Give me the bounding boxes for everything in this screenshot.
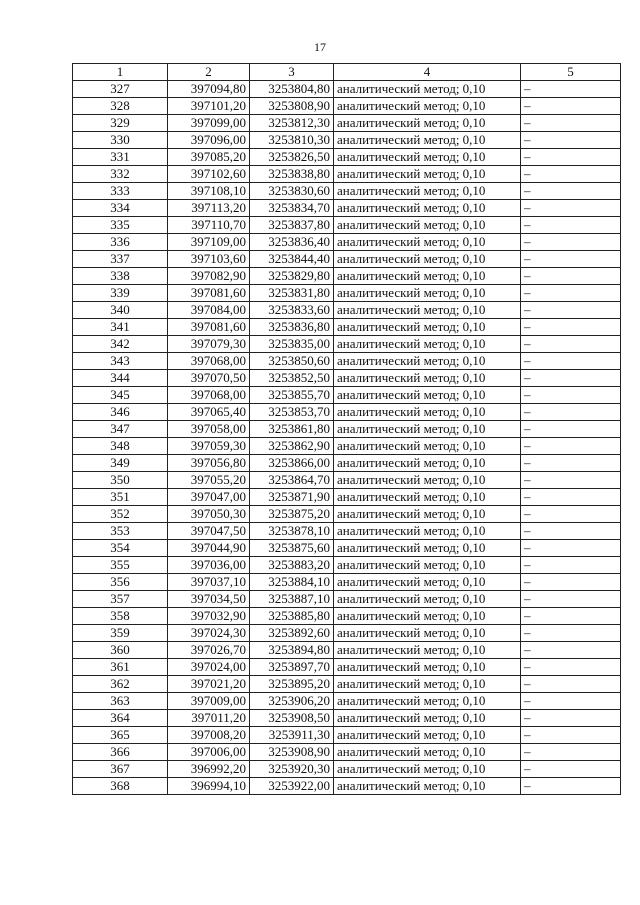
- y-coordinate-cell: 3253834,70: [250, 200, 334, 217]
- method-accuracy-cell: аналитический метод; 0,10: [334, 98, 521, 115]
- method-accuracy-cell: аналитический метод; 0,10: [334, 625, 521, 642]
- y-coordinate-cell: 3253908,90: [250, 744, 334, 761]
- y-coordinate-cell: 3253866,00: [250, 455, 334, 472]
- point-number-cell: 333: [73, 183, 168, 200]
- point-number-cell: 359: [73, 625, 168, 642]
- y-coordinate-cell: 3253871,90: [250, 489, 334, 506]
- table-row: [73, 370, 621, 387]
- x-coordinate-cell: 397085,20: [168, 149, 250, 166]
- point-number-cell: 358: [73, 608, 168, 625]
- table-row: [73, 149, 621, 166]
- method-accuracy-cell: аналитический метод; 0,10: [334, 387, 521, 404]
- y-coordinate-cell: 3253908,50: [250, 710, 334, 727]
- y-coordinate-cell: 3253864,70: [250, 472, 334, 489]
- method-accuracy-cell: аналитический метод; 0,10: [334, 336, 521, 353]
- table-row: [73, 438, 621, 455]
- table-row: [73, 98, 621, 115]
- table-row: [73, 523, 621, 540]
- note-cell: –: [521, 540, 621, 557]
- point-number-cell: 366: [73, 744, 168, 761]
- note-cell: –: [521, 591, 621, 608]
- note-cell: –: [521, 472, 621, 489]
- y-coordinate-cell: 3253812,30: [250, 115, 334, 132]
- point-number-cell: 364: [73, 710, 168, 727]
- point-number-cell: 343: [73, 353, 168, 370]
- y-coordinate-cell: 3253922,00: [250, 778, 334, 795]
- x-coordinate-cell: 397021,20: [168, 676, 250, 693]
- table-row: [73, 625, 621, 642]
- y-coordinate-cell: 3253897,70: [250, 659, 334, 676]
- x-coordinate-cell: 397103,60: [168, 251, 250, 268]
- x-coordinate-cell: 397079,30: [168, 336, 250, 353]
- y-coordinate-cell: 3253831,80: [250, 285, 334, 302]
- table-row: [73, 472, 621, 489]
- x-coordinate-cell: 397081,60: [168, 319, 250, 336]
- table-row: [73, 285, 621, 302]
- point-number-cell: 332: [73, 166, 168, 183]
- point-number-cell: 330: [73, 132, 168, 149]
- x-coordinate-cell: 397036,00: [168, 557, 250, 574]
- method-accuracy-cell: аналитический метод; 0,10: [334, 676, 521, 693]
- point-number-cell: 335: [73, 217, 168, 234]
- point-number-cell: 331: [73, 149, 168, 166]
- x-coordinate-cell: 397094,80: [168, 81, 250, 98]
- y-coordinate-cell: 3253852,50: [250, 370, 334, 387]
- table-row: [73, 217, 621, 234]
- y-coordinate-cell: 3253861,80: [250, 421, 334, 438]
- method-accuracy-cell: аналитический метод; 0,10: [334, 557, 521, 574]
- table-row: [73, 489, 621, 506]
- method-accuracy-cell: аналитический метод; 0,10: [334, 744, 521, 761]
- x-coordinate-cell: 397096,00: [168, 132, 250, 149]
- method-accuracy-cell: аналитический метод; 0,10: [334, 608, 521, 625]
- x-coordinate-cell: 397081,60: [168, 285, 250, 302]
- x-coordinate-cell: 397108,10: [168, 183, 250, 200]
- point-number-cell: 367: [73, 761, 168, 778]
- point-number-cell: 327: [73, 81, 168, 98]
- coordinates-table: [72, 63, 621, 795]
- method-accuracy-cell: аналитический метод; 0,10: [334, 438, 521, 455]
- note-cell: –: [521, 727, 621, 744]
- table-row: [73, 268, 621, 285]
- x-coordinate-cell: 397059,30: [168, 438, 250, 455]
- x-coordinate-cell: 397113,20: [168, 200, 250, 217]
- note-cell: –: [521, 710, 621, 727]
- point-number-cell: 361: [73, 659, 168, 676]
- point-number-cell: 355: [73, 557, 168, 574]
- point-number-cell: 350: [73, 472, 168, 489]
- method-accuracy-cell: аналитический метод; 0,10: [334, 778, 521, 795]
- point-number-cell: 329: [73, 115, 168, 132]
- method-accuracy-cell: аналитический метод; 0,10: [334, 455, 521, 472]
- table-row: [73, 115, 621, 132]
- y-coordinate-cell: 3253835,00: [250, 336, 334, 353]
- point-number-cell: 352: [73, 506, 168, 523]
- y-coordinate-cell: 3253826,50: [250, 149, 334, 166]
- note-cell: –: [521, 149, 621, 166]
- note-cell: –: [521, 574, 621, 591]
- note-cell: –: [521, 336, 621, 353]
- note-cell: –: [521, 115, 621, 132]
- x-coordinate-cell: 397006,00: [168, 744, 250, 761]
- y-coordinate-cell: 3253911,30: [250, 727, 334, 744]
- table-row: [73, 336, 621, 353]
- table-row: [73, 693, 621, 710]
- x-coordinate-cell: 397065,40: [168, 404, 250, 421]
- point-number-cell: 328: [73, 98, 168, 115]
- note-cell: –: [521, 200, 621, 217]
- note-cell: –: [521, 489, 621, 506]
- method-accuracy-cell: аналитический метод; 0,10: [334, 132, 521, 149]
- note-cell: –: [521, 523, 621, 540]
- method-accuracy-cell: аналитический метод; 0,10: [334, 659, 521, 676]
- point-number-cell: 340: [73, 302, 168, 319]
- method-accuracy-cell: аналитический метод; 0,10: [334, 302, 521, 319]
- method-accuracy-cell: аналитический метод; 0,10: [334, 523, 521, 540]
- y-coordinate-cell: 3253862,90: [250, 438, 334, 455]
- table-row: [73, 574, 621, 591]
- note-cell: –: [521, 268, 621, 285]
- table-row: [73, 183, 621, 200]
- x-coordinate-cell: 397084,00: [168, 302, 250, 319]
- method-accuracy-cell: аналитический метод; 0,10: [334, 472, 521, 489]
- x-coordinate-cell: 397109,00: [168, 234, 250, 251]
- point-number-cell: 351: [73, 489, 168, 506]
- y-coordinate-cell: 3253836,80: [250, 319, 334, 336]
- method-accuracy-cell: аналитический метод; 0,10: [334, 251, 521, 268]
- y-coordinate-cell: 3253892,60: [250, 625, 334, 642]
- x-coordinate-cell: 397110,70: [168, 217, 250, 234]
- method-accuracy-cell: аналитический метод; 0,10: [334, 591, 521, 608]
- table-row: [73, 676, 621, 693]
- method-accuracy-cell: аналитический метод; 0,10: [334, 489, 521, 506]
- point-number-cell: 347: [73, 421, 168, 438]
- x-coordinate-cell: 397024,00: [168, 659, 250, 676]
- note-cell: –: [521, 387, 621, 404]
- point-number-cell: 337: [73, 251, 168, 268]
- table-row: [73, 166, 621, 183]
- y-coordinate-cell: 3253810,30: [250, 132, 334, 149]
- x-coordinate-cell: 397009,00: [168, 693, 250, 710]
- note-cell: –: [521, 676, 621, 693]
- table-row: [73, 557, 621, 574]
- table-row: [73, 251, 621, 268]
- point-number-cell: 334: [73, 200, 168, 217]
- note-cell: –: [521, 744, 621, 761]
- table-row: [73, 404, 621, 421]
- method-accuracy-cell: аналитический метод; 0,10: [334, 693, 521, 710]
- x-coordinate-cell: 397024,30: [168, 625, 250, 642]
- note-cell: –: [521, 625, 621, 642]
- note-cell: –: [521, 166, 621, 183]
- method-accuracy-cell: аналитический метод; 0,10: [334, 149, 521, 166]
- table-row: [73, 387, 621, 404]
- point-number-cell: 345: [73, 387, 168, 404]
- note-cell: –: [521, 302, 621, 319]
- x-coordinate-cell: 397026,70: [168, 642, 250, 659]
- x-coordinate-cell: 397099,00: [168, 115, 250, 132]
- y-coordinate-cell: 3253850,60: [250, 353, 334, 370]
- method-accuracy-cell: аналитический метод; 0,10: [334, 166, 521, 183]
- y-coordinate-cell: 3253833,60: [250, 302, 334, 319]
- x-coordinate-cell: 397044,90: [168, 540, 250, 557]
- method-accuracy-cell: аналитический метод; 0,10: [334, 506, 521, 523]
- note-cell: –: [521, 285, 621, 302]
- y-coordinate-cell: 3253836,40: [250, 234, 334, 251]
- note-cell: –: [521, 183, 621, 200]
- method-accuracy-cell: аналитический метод; 0,10: [334, 540, 521, 557]
- method-accuracy-cell: аналитический метод; 0,10: [334, 370, 521, 387]
- y-coordinate-cell: 3253875,60: [250, 540, 334, 557]
- x-coordinate-cell: 397055,20: [168, 472, 250, 489]
- y-coordinate-cell: 3253875,20: [250, 506, 334, 523]
- point-number-cell: 336: [73, 234, 168, 251]
- y-coordinate-cell: 3253804,80: [250, 81, 334, 98]
- point-number-cell: 368: [73, 778, 168, 795]
- x-coordinate-cell: 396992,20: [168, 761, 250, 778]
- method-accuracy-cell: аналитический метод; 0,10: [334, 183, 521, 200]
- method-accuracy-cell: аналитический метод; 0,10: [334, 727, 521, 744]
- point-number-cell: 357: [73, 591, 168, 608]
- method-accuracy-cell: аналитический метод; 0,10: [334, 234, 521, 251]
- point-number-cell: 363: [73, 693, 168, 710]
- note-cell: –: [521, 506, 621, 523]
- point-number-cell: 360: [73, 642, 168, 659]
- note-cell: –: [521, 234, 621, 251]
- method-accuracy-cell: аналитический метод; 0,10: [334, 115, 521, 132]
- note-cell: –: [521, 251, 621, 268]
- point-number-cell: 362: [73, 676, 168, 693]
- table-row: [73, 710, 621, 727]
- table-row: [73, 234, 621, 251]
- point-number-cell: 356: [73, 574, 168, 591]
- note-cell: –: [521, 319, 621, 336]
- method-accuracy-cell: аналитический метод; 0,10: [334, 421, 521, 438]
- note-cell: –: [521, 557, 621, 574]
- y-coordinate-cell: 3253844,40: [250, 251, 334, 268]
- table-row: [73, 455, 621, 472]
- method-accuracy-cell: аналитический метод; 0,10: [334, 319, 521, 336]
- y-coordinate-cell: 3253853,70: [250, 404, 334, 421]
- note-cell: –: [521, 132, 621, 149]
- table-body: [73, 81, 621, 795]
- note-cell: –: [521, 438, 621, 455]
- x-coordinate-cell: 397058,00: [168, 421, 250, 438]
- note-cell: –: [521, 642, 621, 659]
- y-coordinate-cell: 3253829,80: [250, 268, 334, 285]
- table-row: [73, 778, 621, 795]
- column-header-3: 3: [250, 64, 334, 81]
- method-accuracy-cell: аналитический метод; 0,10: [334, 574, 521, 591]
- x-coordinate-cell: 397047,00: [168, 489, 250, 506]
- y-coordinate-cell: 3253894,80: [250, 642, 334, 659]
- table-row: [73, 81, 621, 98]
- table-row: [73, 591, 621, 608]
- table-row: [73, 421, 621, 438]
- table-row: [73, 727, 621, 744]
- note-cell: –: [521, 693, 621, 710]
- x-coordinate-cell: 397034,50: [168, 591, 250, 608]
- method-accuracy-cell: аналитический метод; 0,10: [334, 200, 521, 217]
- table-row: [73, 302, 621, 319]
- note-cell: –: [521, 608, 621, 625]
- method-accuracy-cell: аналитический метод; 0,10: [334, 81, 521, 98]
- y-coordinate-cell: 3253884,10: [250, 574, 334, 591]
- note-cell: –: [521, 217, 621, 234]
- x-coordinate-cell: 397011,20: [168, 710, 250, 727]
- x-coordinate-cell: 397032,90: [168, 608, 250, 625]
- x-coordinate-cell: 397101,20: [168, 98, 250, 115]
- point-number-cell: 341: [73, 319, 168, 336]
- x-coordinate-cell: 397037,10: [168, 574, 250, 591]
- y-coordinate-cell: 3253885,80: [250, 608, 334, 625]
- column-header-2: 2: [168, 64, 250, 81]
- x-coordinate-cell: 397056,80: [168, 455, 250, 472]
- note-cell: –: [521, 761, 621, 778]
- note-cell: –: [521, 98, 621, 115]
- y-coordinate-cell: 3253878,10: [250, 523, 334, 540]
- column-header-1: 1: [73, 64, 168, 81]
- note-cell: –: [521, 353, 621, 370]
- column-header-5: 5: [521, 64, 621, 81]
- point-number-cell: 353: [73, 523, 168, 540]
- point-number-cell: 338: [73, 268, 168, 285]
- x-coordinate-cell: 397102,60: [168, 166, 250, 183]
- x-coordinate-cell: 397050,30: [168, 506, 250, 523]
- page-number: 17: [314, 40, 326, 54]
- y-coordinate-cell: 3253906,20: [250, 693, 334, 710]
- method-accuracy-cell: аналитический метод; 0,10: [334, 710, 521, 727]
- method-accuracy-cell: аналитический метод; 0,10: [334, 761, 521, 778]
- table-row: [73, 761, 621, 778]
- table-row: [73, 353, 621, 370]
- y-coordinate-cell: 3253887,10: [250, 591, 334, 608]
- method-accuracy-cell: аналитический метод; 0,10: [334, 404, 521, 421]
- method-accuracy-cell: аналитический метод; 0,10: [334, 285, 521, 302]
- method-accuracy-cell: аналитический метод; 0,10: [334, 268, 521, 285]
- table-row: [73, 540, 621, 557]
- point-number-cell: 344: [73, 370, 168, 387]
- y-coordinate-cell: 3253855,70: [250, 387, 334, 404]
- table-row: [73, 319, 621, 336]
- y-coordinate-cell: 3253837,80: [250, 217, 334, 234]
- point-number-cell: 346: [73, 404, 168, 421]
- y-coordinate-cell: 3253830,60: [250, 183, 334, 200]
- method-accuracy-cell: аналитический метод; 0,10: [334, 353, 521, 370]
- column-header-4: 4: [334, 64, 521, 81]
- point-number-cell: 348: [73, 438, 168, 455]
- point-number-cell: 354: [73, 540, 168, 557]
- y-coordinate-cell: 3253808,90: [250, 98, 334, 115]
- note-cell: –: [521, 659, 621, 676]
- note-cell: –: [521, 370, 621, 387]
- note-cell: –: [521, 778, 621, 795]
- y-coordinate-cell: 3253895,20: [250, 676, 334, 693]
- table-row: [73, 659, 621, 676]
- table-header-row: [73, 64, 621, 81]
- y-coordinate-cell: 3253883,20: [250, 557, 334, 574]
- method-accuracy-cell: аналитический метод; 0,10: [334, 642, 521, 659]
- y-coordinate-cell: 3253920,30: [250, 761, 334, 778]
- x-coordinate-cell: 397082,90: [168, 268, 250, 285]
- table-row: [73, 642, 621, 659]
- note-cell: –: [521, 81, 621, 98]
- y-coordinate-cell: 3253838,80: [250, 166, 334, 183]
- table-row: [73, 506, 621, 523]
- table-row: [73, 744, 621, 761]
- note-cell: –: [521, 421, 621, 438]
- point-number-cell: 349: [73, 455, 168, 472]
- point-number-cell: 339: [73, 285, 168, 302]
- point-number-cell: 342: [73, 336, 168, 353]
- table-row: [73, 132, 621, 149]
- note-cell: –: [521, 404, 621, 421]
- x-coordinate-cell: 397047,50: [168, 523, 250, 540]
- note-cell: –: [521, 455, 621, 472]
- x-coordinate-cell: 397068,00: [168, 353, 250, 370]
- table-row: [73, 200, 621, 217]
- x-coordinate-cell: 397008,20: [168, 727, 250, 744]
- point-number-cell: 365: [73, 727, 168, 744]
- x-coordinate-cell: 397068,00: [168, 387, 250, 404]
- x-coordinate-cell: 396994,10: [168, 778, 250, 795]
- table-row: [73, 608, 621, 625]
- x-coordinate-cell: 397070,50: [168, 370, 250, 387]
- method-accuracy-cell: аналитический метод; 0,10: [334, 217, 521, 234]
